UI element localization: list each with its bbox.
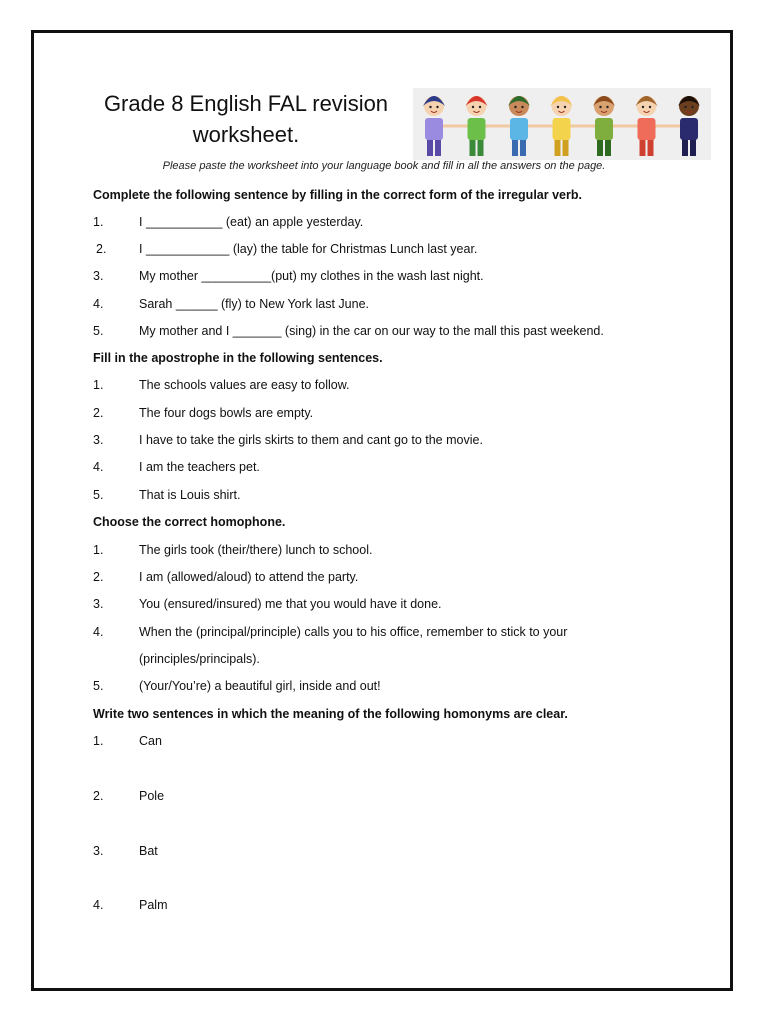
page-border: [31, 30, 733, 991]
item-number: 1.: [93, 378, 104, 392]
item-text: When the (principal/principle) calls you to his office, remember to stick to your: [139, 625, 568, 639]
item-text: I am (allowed/aloud) to attend the party.: [139, 570, 359, 584]
item-text: I have to take the girls skirts to them and cant go to the movie.: [139, 433, 483, 447]
item-text: I am the teachers pet.: [139, 460, 260, 474]
item-number: 5.: [93, 488, 104, 502]
item-text: The four dogs bowls are empty.: [139, 406, 314, 420]
item-number: 3.: [93, 597, 104, 611]
item-text: You (ensured/insured) me that you would have it done.: [139, 597, 442, 611]
item-number: 1.: [93, 215, 104, 229]
item-number: 5.: [93, 324, 104, 338]
item-number: 4.: [93, 625, 104, 639]
item-number: 2.: [96, 242, 107, 256]
item-text: The girls took (their/there) lunch to school.: [139, 543, 373, 557]
item-text: My mother and I _______ (sing) in the car on our way to the mall this past weekend.: [139, 324, 604, 338]
item-number: 2.: [93, 570, 104, 584]
item-number: 3.: [93, 844, 104, 858]
item-text: Sarah ______ (fly) to New York last June.: [139, 297, 369, 311]
item-number: 4.: [93, 460, 104, 474]
item-number: 2.: [93, 789, 104, 803]
item-text: Pole: [139, 789, 165, 803]
section-apostrophe-heading: Fill in the apostrophe in the following sentences.: [93, 351, 383, 365]
item-text: (Your/You’re) a beautiful girl, inside and out!: [139, 679, 381, 693]
instructions-text: Please paste the worksheet into your language book and fill in all the answers on the page.: [162, 160, 606, 172]
item-text: That is Louis shirt.: [139, 488, 241, 502]
item-number: 4.: [93, 898, 104, 912]
item-text: I ___________ (eat) an apple yesterday.: [139, 215, 364, 229]
children-holding-hands-illustration: [413, 88, 711, 160]
item-number: 3.: [93, 269, 104, 283]
title-line-2: worksheet.: [192, 122, 300, 147]
item-text: Can: [139, 734, 162, 748]
section-irregular-verbs-heading: Complete the following sentence by filling in the correct form of the irregular verb.: [93, 188, 582, 202]
item-text: Palm: [139, 898, 168, 912]
item-number: 4.: [93, 297, 104, 311]
section-homonyms-heading: Write two sentences in which the meaning of the following homonyms are clear.: [93, 707, 568, 721]
item-text: The schools values are easy to follow.: [139, 378, 350, 392]
item-number: 3.: [93, 433, 104, 447]
section-homophone-heading: Choose the correct homophone.: [93, 515, 286, 529]
item-text: Bat: [139, 844, 158, 858]
item-number: 2.: [93, 406, 104, 420]
item-text-continuation: (principles/principals).: [139, 652, 260, 666]
item-number: 1.: [93, 734, 104, 748]
item-number: 5.: [93, 679, 104, 693]
worksheet-title: [96, 88, 396, 150]
item-text: My mother __________(put) my clothes in the wash last night.: [139, 269, 484, 283]
title-line-1: Grade 8 English FAL revision: [103, 91, 389, 116]
item-text: I ____________ (lay) the table for Christmas Lunch last year.: [139, 242, 478, 256]
item-number: 1.: [93, 543, 104, 557]
